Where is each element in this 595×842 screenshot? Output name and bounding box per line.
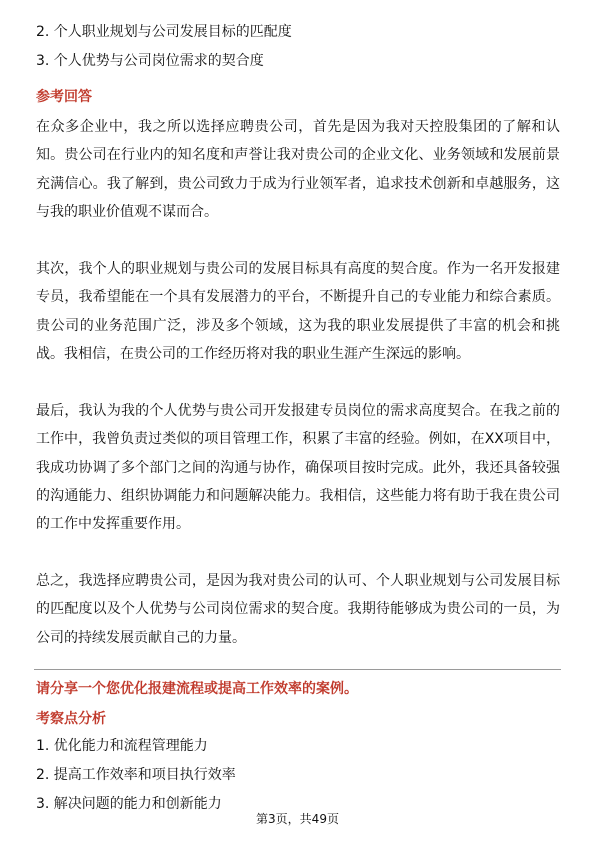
answer-paragraph: 其次，我个人的职业规划与贵公司的发展目标具有高度的契合度。作为一名开发报建专员，我希望能在一个具有发展潜力的平台，不断提升自己的专业能力和综合素质。贵公司的业务范围广泛，涉及多个领域，这为我的职业发展提供了丰富的机会和挑战。我相信，在贵公司的工作经历将对我的职业生涯产生深远的影响。	[36, 261, 560, 362]
answer-paragraph: 总之，我选择应聘贵公司，是因为我对贵公司的认可、个人职业规划与公司发展目标的匹配度以及个人优势与公司岗位需求的契合度。我期待能够成为贵公司的一员，为公司的持续发展贡献自己的力量。	[36, 573, 560, 646]
list-item: 3. 解决问题的能力和创新能力	[36, 796, 222, 812]
list-item: 1. 优化能力和流程管理能力	[36, 738, 208, 754]
analysis-heading: 考察点分析	[36, 711, 106, 727]
answer-heading: 参考回答	[36, 89, 92, 105]
page-footer: 第3页，共49页	[256, 812, 339, 826]
question-title: 请分享一个您优化报建流程或提高工作效率的案例。	[36, 681, 358, 697]
list-item: 2. 提高工作效率和项目执行效率	[36, 767, 236, 783]
answer-paragraph: 在众多企业中，我之所以选择应聘贵公司，首先是因为我对天控股集团的了解和认知。贵公司在行业内的知名度和声誉让我对贵公司的企业文化、业务领域和发展前景充满信心。我了解到，贵公司致力于成为行业领军者，追求技术创新和卓越服务，这与我的职业价值观不谋而合。	[36, 119, 560, 220]
section-divider	[34, 669, 561, 670]
list-item: 2. 个人职业规划与公司发展目标的匹配度	[36, 24, 292, 40]
answer-paragraph: 最后，我认为我的个人优势与贵公司开发报建专员岗位的需求高度契合。在我之前的工作中，我曾负责过类似的项目管理工作，积累了丰富的经验。例如，在XX项目中，我成功协调了多个部门之间的沟通与协作，确保项目按时完成。此外，我还具备较强的沟通能力、组织协调能力和问题解决能力。我相信，这些能力将有助于我在贵公司的工作中发挥重要作用。	[36, 403, 560, 533]
list-item: 3. 个人优势与公司岗位需求的契合度	[36, 53, 264, 69]
